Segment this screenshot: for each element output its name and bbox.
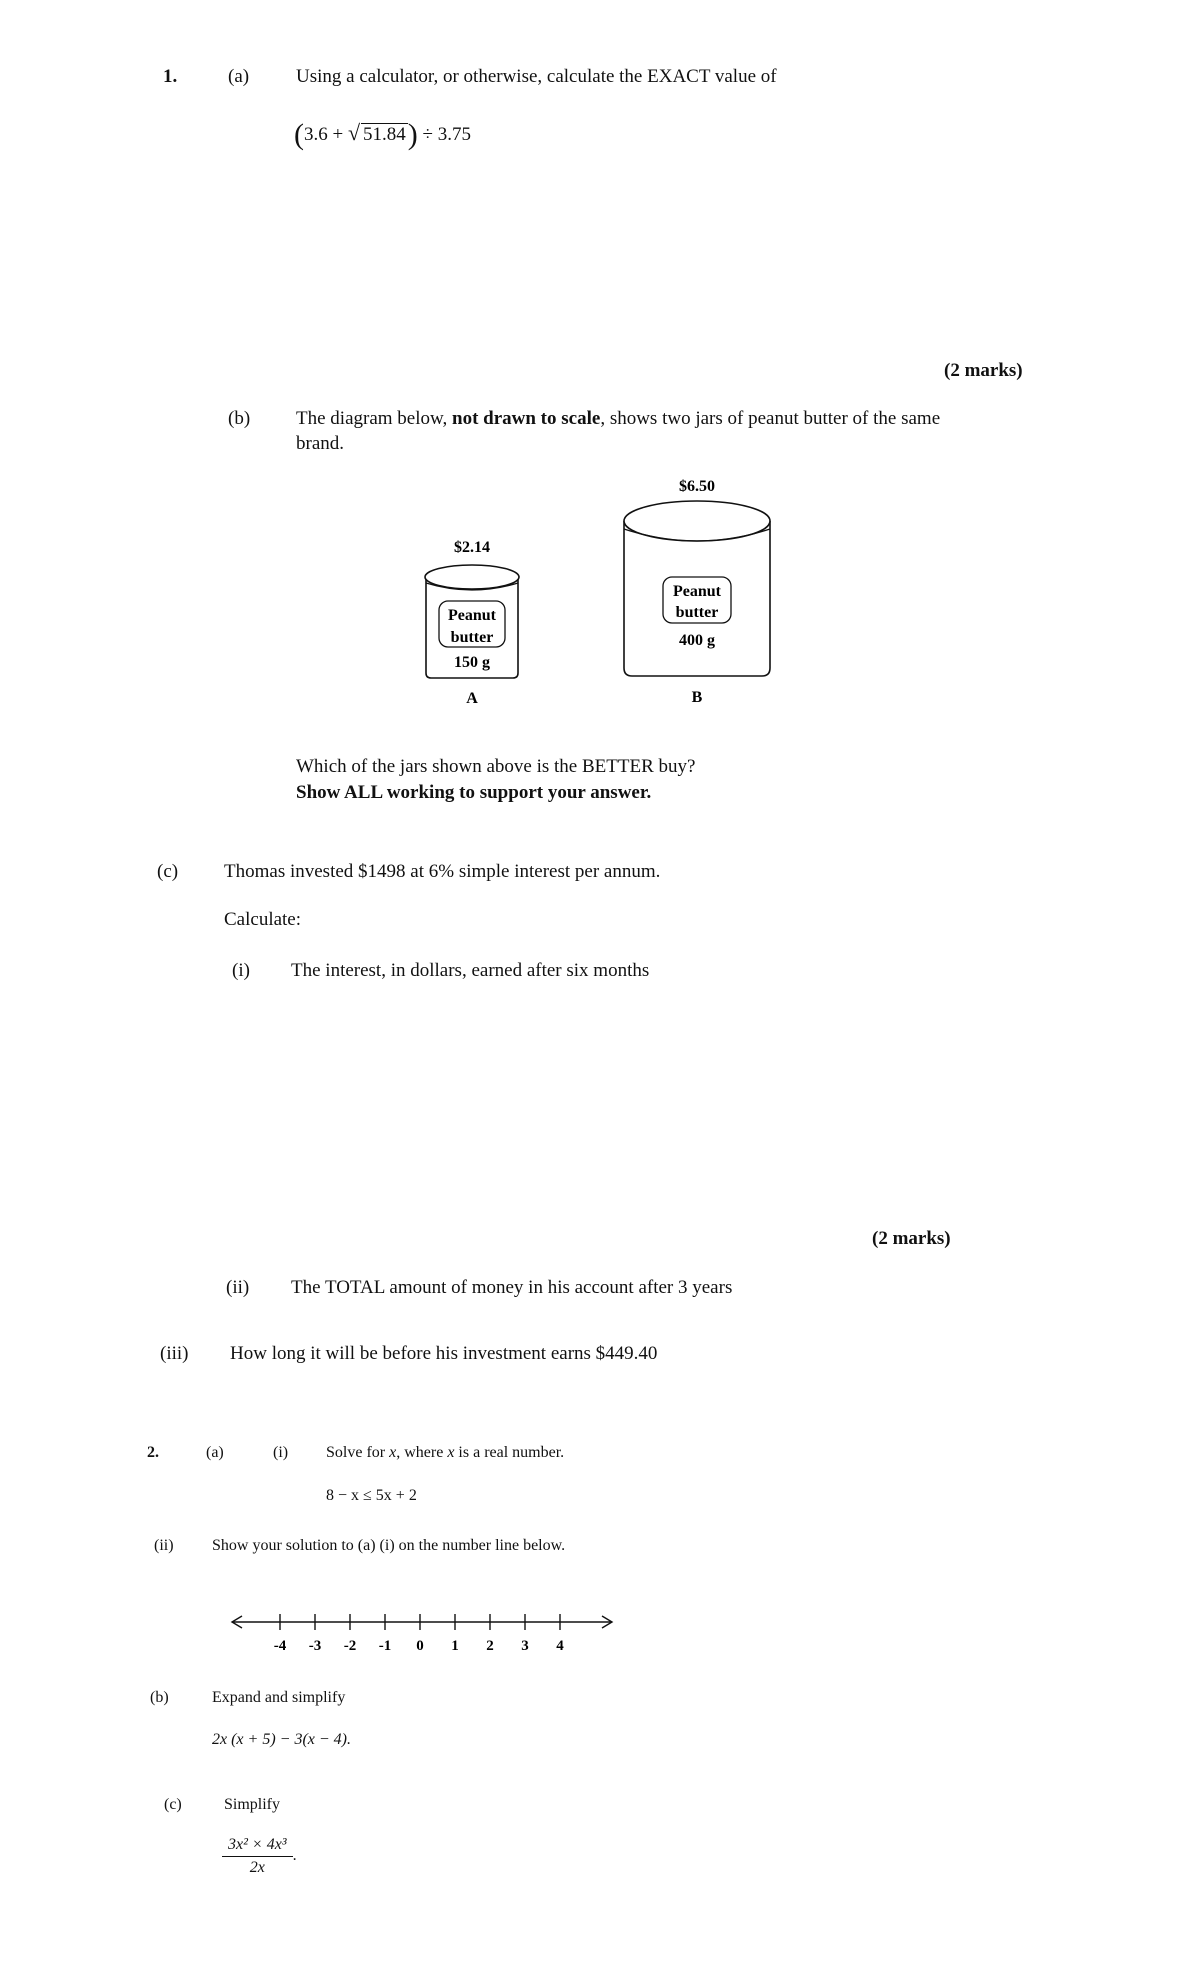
q1a-sqrt-value: 51.84 (363, 124, 406, 145)
number-line-tick-label: 4 (556, 1638, 564, 1654)
jars-diagram (410, 465, 780, 715)
q2a-var-x-2: x (447, 1444, 455, 1461)
q1b-text-start: The diagram below, (296, 408, 452, 429)
q1c-i-label: (i) (232, 960, 250, 981)
number-line-tick-label: 2 (486, 1638, 494, 1654)
q2a-i-text-end: is a real number. (454, 1444, 565, 1461)
q2a-i-text-start: Solve for (326, 1444, 390, 1461)
jar-a-label-line2: butter (450, 629, 494, 646)
q1c-i-marks: (2 marks) (872, 1228, 951, 1249)
q1c-i-text: The interest, in dollars, earned after six months (291, 960, 650, 981)
jar-a-lid (425, 565, 519, 589)
number-line-tick-label: -2 (343, 1638, 357, 1654)
q2a-inequality: 8 − x ≤ 5x + 2 (326, 1487, 417, 1504)
number-line (228, 1612, 618, 1662)
number-line-tick-label: 3 (521, 1638, 529, 1654)
q1a-expression: (3.6 + √ 51.84) ÷ 3.75 (294, 118, 471, 151)
jar-a-name: A (466, 690, 478, 707)
number-line-tick-label: 0 (416, 1638, 424, 1654)
jar-a (425, 539, 519, 707)
q1c-calculate: Calculate: (224, 909, 302, 930)
number-line-tick-label: 1 (451, 1638, 459, 1654)
q1a-expr-left: 3.6 + (304, 124, 344, 145)
q2c-label: (c) (164, 1796, 182, 1813)
q2c-end: . (292, 1847, 297, 1865)
q1b-instruction: Show ALL working to support your answer. (296, 782, 652, 803)
q2b-text: Expand and simplify (212, 1689, 346, 1706)
q2c-numerator: 3x² × 4x³ (222, 1836, 293, 1857)
q1b-label: (b) (228, 408, 251, 429)
q1b-text-bold: not drawn to scale (452, 408, 601, 429)
q2a-i-text-mid: , where (396, 1444, 448, 1461)
jar-a-price: $2.14 (454, 539, 490, 556)
q1b-question: Which of the jars shown above is the BETTER buy? (296, 756, 696, 777)
jar-a-mass: 150 g (454, 654, 490, 671)
q1c-ii-text: The TOTAL amount of money in his account after 3 years (291, 1277, 733, 1298)
q1b-text-end: , shows two jars of peanut butter of the same (600, 408, 941, 429)
q2a-i-text (326, 1444, 564, 1462)
q2c-text: Simplify (224, 1796, 281, 1813)
jar-b-mass: 400 g (679, 632, 715, 649)
q2c-denominator: 2x (249, 1859, 265, 1876)
q1a-marks: (2 marks) (944, 360, 1023, 381)
q2a-i-label: (i) (273, 1444, 289, 1461)
question-1-number: 1. (163, 66, 178, 87)
q1b-text-line2: brand. (296, 433, 345, 454)
jar-b (624, 478, 770, 706)
q2a-var-x: x (389, 1444, 397, 1461)
number-line-tick-label: -1 (378, 1638, 392, 1654)
q2a-ii-text: Show your solution to (a) (i) on the number line below. (212, 1537, 566, 1554)
q2b-label: (b) (150, 1689, 169, 1706)
jar-b-label-line1: Peanut (673, 583, 721, 600)
q2a-ii-label: (ii) (154, 1537, 174, 1554)
q1c-iii-text: How long it will be before his investment earns $449.40 (230, 1343, 658, 1364)
q1b-text (296, 408, 940, 430)
q1c-text: Thomas invested $1498 at 6% simple interest per annum. (224, 861, 661, 882)
number-line-tick-label: -3 (308, 1638, 322, 1654)
q2a-label: (a) (206, 1444, 224, 1461)
number-line-tick-label: -4 (273, 1638, 287, 1654)
q1a-text: Using a calculator, or otherwise, calculate the EXACT value of (296, 66, 777, 87)
q1c-label: (c) (157, 861, 179, 882)
q1c-ii-label: (ii) (226, 1277, 250, 1298)
q2b-expression: 2x (x + 5) − 3(x − 4). (212, 1731, 352, 1748)
jar-a-label-line1: Peanut (448, 607, 496, 624)
q2c-expression (222, 1836, 297, 1877)
jar-b-label-line2: butter (675, 604, 719, 621)
q1c-iii-label: (iii) (160, 1343, 189, 1364)
question-2-number: 2. (147, 1444, 159, 1461)
q2c-fraction (222, 1836, 293, 1877)
number-line-ticks (274, 1614, 565, 1654)
q1a-label: (a) (228, 66, 250, 87)
jar-b-price: $6.50 (679, 478, 715, 495)
jar-b-name: B (691, 689, 703, 706)
q1a-expr-right: ÷ 3.75 (422, 124, 471, 145)
